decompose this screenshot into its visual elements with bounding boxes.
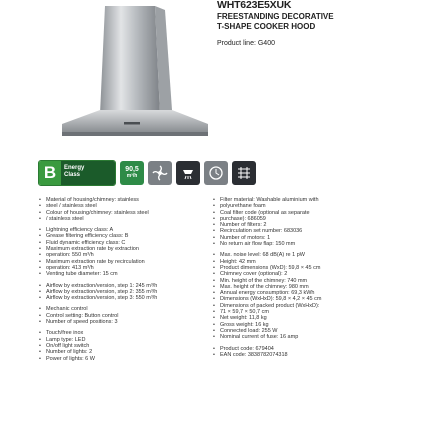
bullet: • xyxy=(213,283,215,290)
bullet: • xyxy=(213,351,215,358)
lamp-icon xyxy=(176,161,200,185)
spec-item xyxy=(213,352,383,358)
bullet: • xyxy=(39,227,41,234)
bullet: • xyxy=(39,264,41,271)
bullet: • xyxy=(213,345,215,352)
bullet: • xyxy=(213,290,215,297)
energy-class-badge xyxy=(38,160,116,186)
spec-text: Product code: 679404 xyxy=(220,345,274,352)
bullet: • xyxy=(213,228,215,235)
bullet: • xyxy=(39,355,41,362)
bullet: • xyxy=(39,336,41,343)
spec-column-left xyxy=(39,197,209,362)
efficiency-value: 90,5 xyxy=(125,165,139,173)
spec-text: Annual energy consumption: 69,3 kWh xyxy=(220,290,315,297)
bullet: • xyxy=(39,288,41,295)
bullet: • xyxy=(39,239,41,246)
spec-text: Number of motors: 1 xyxy=(220,234,271,241)
bullet: • xyxy=(213,264,215,271)
spec-text: Lamp type: LED xyxy=(46,336,86,343)
timer-icon xyxy=(204,161,228,185)
bullet: • xyxy=(213,241,215,248)
bullet: • xyxy=(39,349,41,356)
bullet: • xyxy=(213,309,215,316)
spec-text: Colour of housing/chimney: stainless steel xyxy=(46,209,149,216)
spec-text: Dimensions of packed product (WxHxD): xyxy=(220,302,320,309)
spec-text: Dimensions (WxHxD): 59,8 × 4,2 × 45 cm xyxy=(220,296,322,303)
spec-text: Nominal current of fuse: 16 amp xyxy=(220,334,299,341)
spec-text: / stainless steel xyxy=(46,215,84,222)
spec-text: Number of filters: 2 xyxy=(220,222,267,229)
spec-text: Min. height of the chimney: 740 mm xyxy=(220,277,308,284)
spec-text: Connected load: 255 W xyxy=(220,327,278,334)
product-subtitle xyxy=(217,12,334,31)
spec-text: Material of housing/chimney: stainless xyxy=(46,197,139,203)
bullet: • xyxy=(213,203,215,210)
spec-text: Product dimensions (WxD): 59,8 × 45 cm xyxy=(220,264,321,271)
bullet: • xyxy=(39,312,41,319)
spec-text: Airflow by extraction/version, step 2: 355 m³/h xyxy=(46,288,158,295)
spec-text: Height: 42 mm xyxy=(220,258,256,265)
spec-text: Fluid dynamic efficiency class: C xyxy=(46,239,126,246)
spec-text: purchase): 686059 xyxy=(220,215,266,222)
bullet: • xyxy=(39,319,41,326)
bullet: • xyxy=(213,215,215,222)
spec-text: No return air flow flap: 150 mm xyxy=(220,241,296,248)
spec-text: Chimney cover (optional): 2 xyxy=(220,271,288,278)
bullet: • xyxy=(39,295,41,302)
subtitle-line-1: FREESTANDING DECORATIVE xyxy=(217,12,334,21)
spec-text: Net weight: 11,8 kg xyxy=(220,315,267,322)
bullet: • xyxy=(39,215,41,222)
bullet: • xyxy=(213,277,215,284)
energy-label-line-1: Energy xyxy=(64,165,85,171)
subtitle-line-2: T-SHAPE COOKER HOOD xyxy=(217,21,316,31)
bullet: • xyxy=(39,197,41,203)
spec-text: Airflow by extraction/version, step 3: 550 m³/h xyxy=(46,295,158,302)
spec-text: Recirculation set number: 683036 xyxy=(220,228,303,235)
bullet: • xyxy=(39,209,41,216)
bullet: • xyxy=(39,282,41,289)
bullet: • xyxy=(213,315,215,322)
efficiency-unit: m³/h xyxy=(126,173,138,179)
spec-text: On/off light switch xyxy=(46,342,90,349)
bullet: • xyxy=(39,306,41,313)
bullet: • xyxy=(213,327,215,334)
energy-label-line-2: Class xyxy=(64,172,81,178)
bullet: • xyxy=(213,197,215,203)
bullet: • xyxy=(213,321,215,328)
model-number: WHT623E5XUK xyxy=(217,0,292,11)
bullet: • xyxy=(213,234,215,241)
spec-text: Coal filter code (optional as separate xyxy=(220,209,310,216)
bullet: • xyxy=(39,271,41,278)
bullet: • xyxy=(213,271,215,278)
spec-text: Power of lights: 6 W xyxy=(46,355,95,362)
bullet: • xyxy=(213,334,215,341)
spec-text: Number of lights: 2 xyxy=(46,349,93,356)
bullet: • xyxy=(39,246,41,253)
spec-text: polyurethane foam xyxy=(220,203,266,210)
spec-text: Venting tube diameter: 15 cm xyxy=(46,271,118,278)
spec-text: Maximum extraction rate by extraction xyxy=(46,246,139,253)
bullet: • xyxy=(39,252,41,259)
spec-column-right xyxy=(213,197,383,358)
spec-text: Touch/free inox xyxy=(46,330,84,337)
bullet: • xyxy=(39,203,41,210)
spec-text: EAN code: 3838782074318 xyxy=(220,351,288,358)
spec-item xyxy=(39,356,209,362)
fan-icon xyxy=(148,161,172,185)
bullet: • xyxy=(213,302,215,309)
spec-text: operation: 550 m³/h xyxy=(46,252,94,259)
bullet: • xyxy=(213,209,215,216)
spec-text: Control setting: Button control xyxy=(46,312,119,319)
bullet: • xyxy=(213,258,215,265)
bullet: • xyxy=(39,258,41,265)
bullet: • xyxy=(213,222,215,229)
spec-text: Max. noise level: 68 dB(A) re 1 pW xyxy=(220,252,305,259)
bullet: • xyxy=(39,342,41,349)
grid-icon xyxy=(232,161,256,185)
spec-text: steel / stainless steel xyxy=(46,203,97,210)
spec-text: Maximum extraction rate by recirculation xyxy=(46,258,145,265)
efficiency-badge xyxy=(120,161,144,185)
spec-text: Mechanic control xyxy=(46,306,88,313)
spec-text: Airflow by extraction/version, step 1: 245 m³/h xyxy=(46,282,158,289)
spec-text: operation: 413 m³/h xyxy=(46,264,94,271)
spec-text: 71 × 59,7 × 50,7 cm xyxy=(220,309,269,316)
bullet: • xyxy=(39,233,41,240)
energy-class-label xyxy=(61,161,115,185)
spec-text: Max. height of the chimney: 980 mm xyxy=(220,283,309,290)
bullet: • xyxy=(213,252,215,259)
bullet: • xyxy=(39,330,41,337)
bullet: • xyxy=(213,296,215,303)
energy-class-letter: B xyxy=(39,161,61,185)
feature-icon-row xyxy=(38,160,256,186)
spec-text: Gross weight: 16 kg xyxy=(220,321,269,328)
cooker-hood-image xyxy=(60,6,210,152)
spec-text: Number of speed positions: 3 xyxy=(46,319,118,326)
spec-text: Grease filtering efficiency class: B xyxy=(46,233,129,240)
product-line: Product line: G400 xyxy=(217,40,275,47)
spec-text: Filter material: Washable aluminium with xyxy=(220,197,319,203)
spec-text: Lightning efficiency class: A xyxy=(46,227,114,234)
